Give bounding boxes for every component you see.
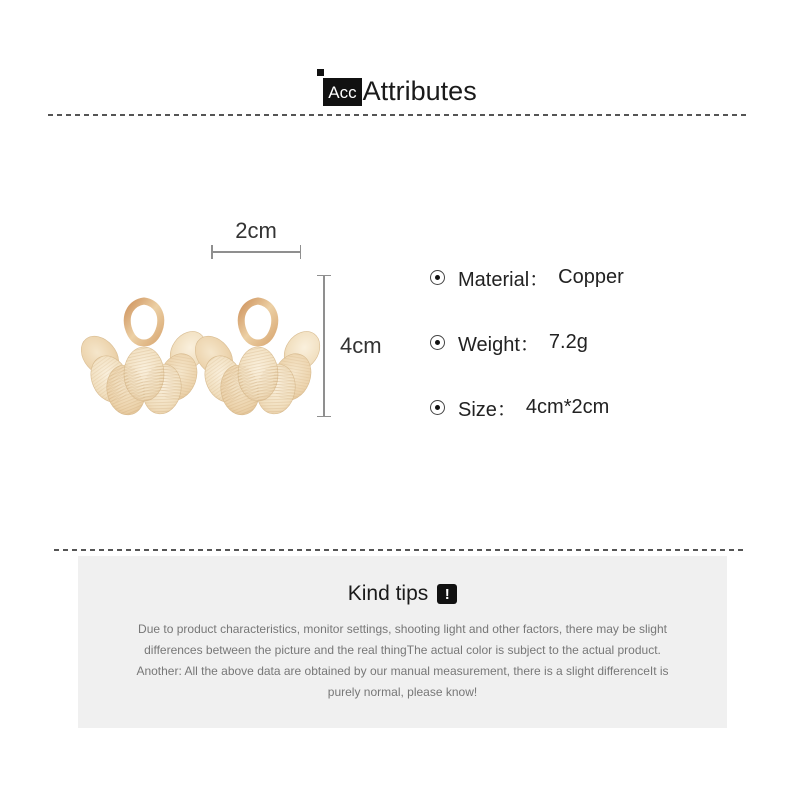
kind-tips-panel [78, 556, 727, 728]
kind-tips-title: Kind tips [347, 582, 429, 605]
attribute-row-size [430, 393, 609, 421]
attribute-label: Material： [458, 268, 550, 291]
fisheye-bullet-icon [430, 400, 445, 415]
section-header [0, 76, 800, 107]
page-title: Attributes [362, 76, 477, 106]
height-measurement-label: 4cm [340, 333, 382, 358]
fisheye-bullet-icon [430, 270, 445, 285]
square-accent-icon [317, 69, 324, 76]
height-measurement-line [317, 275, 331, 417]
header-badge-wrap [323, 78, 361, 106]
fisheye-bullet-icon [430, 335, 445, 350]
kind-tips-line: Another: All the above data are obtained by our manual measurement, there is a slight differenceIt is [136, 664, 669, 678]
kind-tips-line: purely normal, please know! [327, 685, 478, 699]
attribute-label: Size： [458, 398, 517, 421]
width-measurement-label: 2cm [235, 218, 277, 243]
kind-tips-line: Due to product characteristics, monitor settings, shooting light and other factors, there may be slight [138, 622, 667, 636]
kind-tips-body [78, 619, 727, 703]
attribute-value: Copper [558, 265, 624, 288]
attribute-row-material [430, 263, 624, 291]
dashed-divider-bottom [54, 549, 744, 551]
attribute-row-weight [430, 328, 588, 356]
dashed-divider-top [48, 114, 748, 116]
measure-bar-vertical [323, 275, 324, 417]
product-image-earrings [80, 294, 340, 424]
header-badge: Acc [323, 78, 361, 106]
attribute-value: 7.2g [548, 330, 588, 353]
kind-tips-title-row [78, 582, 727, 606]
exclamation-square-icon: ! [437, 584, 457, 604]
attribute-label: Weight： [458, 333, 540, 356]
kind-tips-line: differences between the picture and the real thingThe actual color is subject to the actual product. [144, 643, 661, 657]
attribute-value: 4cm*2cm [525, 395, 610, 418]
measure-bar-horizontal [211, 251, 301, 252]
width-measurement-line [211, 245, 301, 259]
